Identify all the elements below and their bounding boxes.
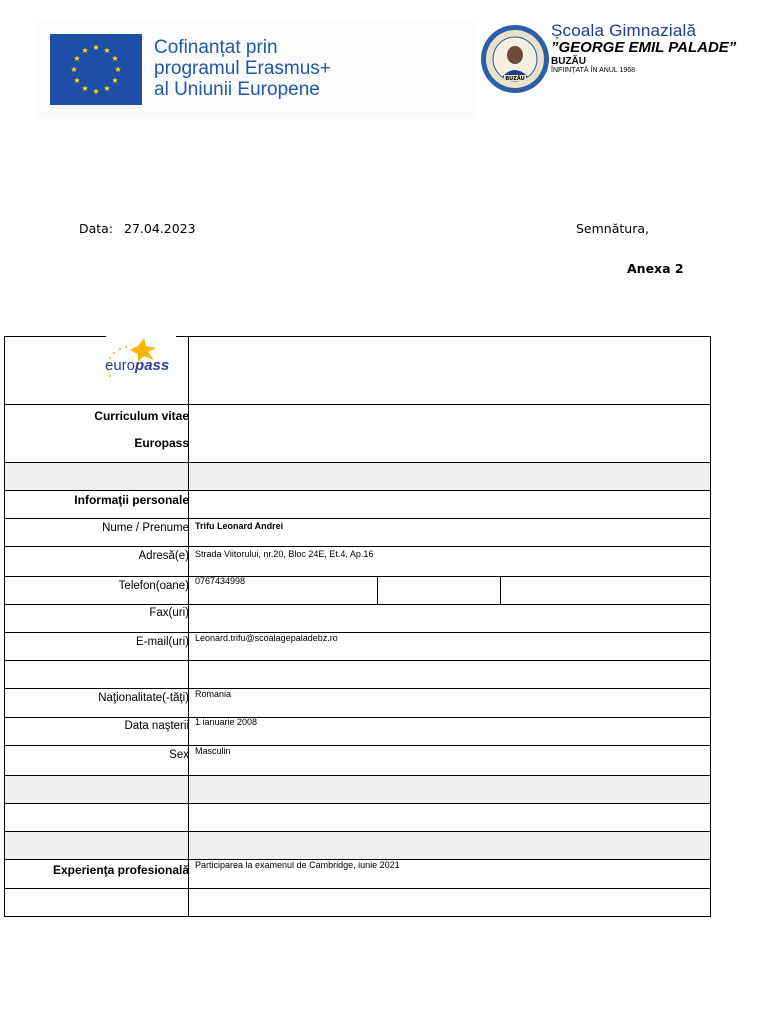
section-personal-info: Informaţii personale	[74, 493, 189, 507]
cv-table	[4, 336, 711, 917]
signature-label: Semnătura,	[576, 221, 649, 236]
eu-text-line3: al Uniunii Europene	[154, 79, 320, 100]
europass-text-bold: pass	[135, 357, 170, 374]
sex-label: Sex	[169, 749, 189, 761]
email-value: Leonard.trifu@scoalagepaladebz.ro	[195, 633, 338, 643]
sex-value: Masculin	[195, 746, 231, 756]
cv-spacer-row	[4, 462, 711, 490]
eu-text-line1: Cofinanțat prin	[154, 37, 278, 58]
date-label: Data:	[79, 221, 114, 236]
cv-title-line1: Curriculum vitae	[94, 409, 189, 423]
name-value: Trifu Leonard Andrei	[195, 521, 284, 531]
eu-star	[93, 88, 99, 94]
school-line2: ”GEORGE EMIL PALADE”	[551, 39, 737, 56]
school-name-block	[551, 22, 736, 75]
eu-text-line2: programul Erasmus+	[154, 58, 331, 79]
school-line4: ÎNFIINȚATĂ ÎN ANUL 1968	[551, 67, 636, 74]
school-line1: Școala Gimnazială	[551, 21, 697, 40]
eu-star	[112, 55, 118, 61]
date-value: 27.04.2023	[124, 221, 196, 236]
eu-star	[82, 85, 88, 91]
cv-spacer-row	[4, 775, 711, 803]
school-line3: BUZĂU	[551, 56, 586, 67]
cv-title-line2: Europass	[134, 436, 189, 450]
fax-label: Fax(uri)	[149, 607, 189, 619]
email-label: E-mail(uri)	[135, 636, 189, 648]
eu-flag-icon	[50, 34, 142, 105]
phone-label: Telefon(oane)	[118, 580, 189, 592]
eu-erasmus-logo	[37, 22, 477, 118]
eu-star	[74, 77, 80, 83]
address-label: Adresă(e)	[138, 550, 189, 562]
nationality-value: Romania	[195, 689, 232, 699]
europass-logo	[100, 336, 188, 388]
eu-star	[93, 44, 99, 50]
eu-star	[104, 85, 110, 91]
birth-date-value: 1 ianuarie 2008	[195, 717, 258, 727]
annex-label: Anexa 2	[627, 261, 684, 276]
section-experience: Experienţa profesională	[52, 863, 189, 877]
eu-cofinance-text	[154, 37, 331, 100]
eu-star	[74, 55, 80, 61]
seal-label: BUZĂU	[505, 76, 525, 82]
experience-value: Participarea la examenul de Cambridge, iunie 2021	[195, 860, 400, 870]
name-label: Nume / Prenume	[102, 522, 189, 534]
eu-star	[115, 66, 121, 72]
eu-star	[82, 47, 88, 53]
eu-star	[104, 47, 110, 53]
birth-date-label: Data naşterii	[124, 720, 189, 732]
school-seal-icon	[480, 13, 550, 105]
eu-star	[71, 66, 77, 72]
phone-value: 0767434998	[195, 576, 246, 586]
eu-star	[112, 77, 118, 83]
europass-text-light: euro	[105, 357, 136, 374]
address-value: Strada Viitorului, nr.20, Bloc 24E, Et.4, Ap.16	[195, 549, 374, 559]
cv-spacer-row	[4, 831, 711, 859]
nationality-label: Naţionalitate(-tăţi)	[98, 692, 189, 704]
